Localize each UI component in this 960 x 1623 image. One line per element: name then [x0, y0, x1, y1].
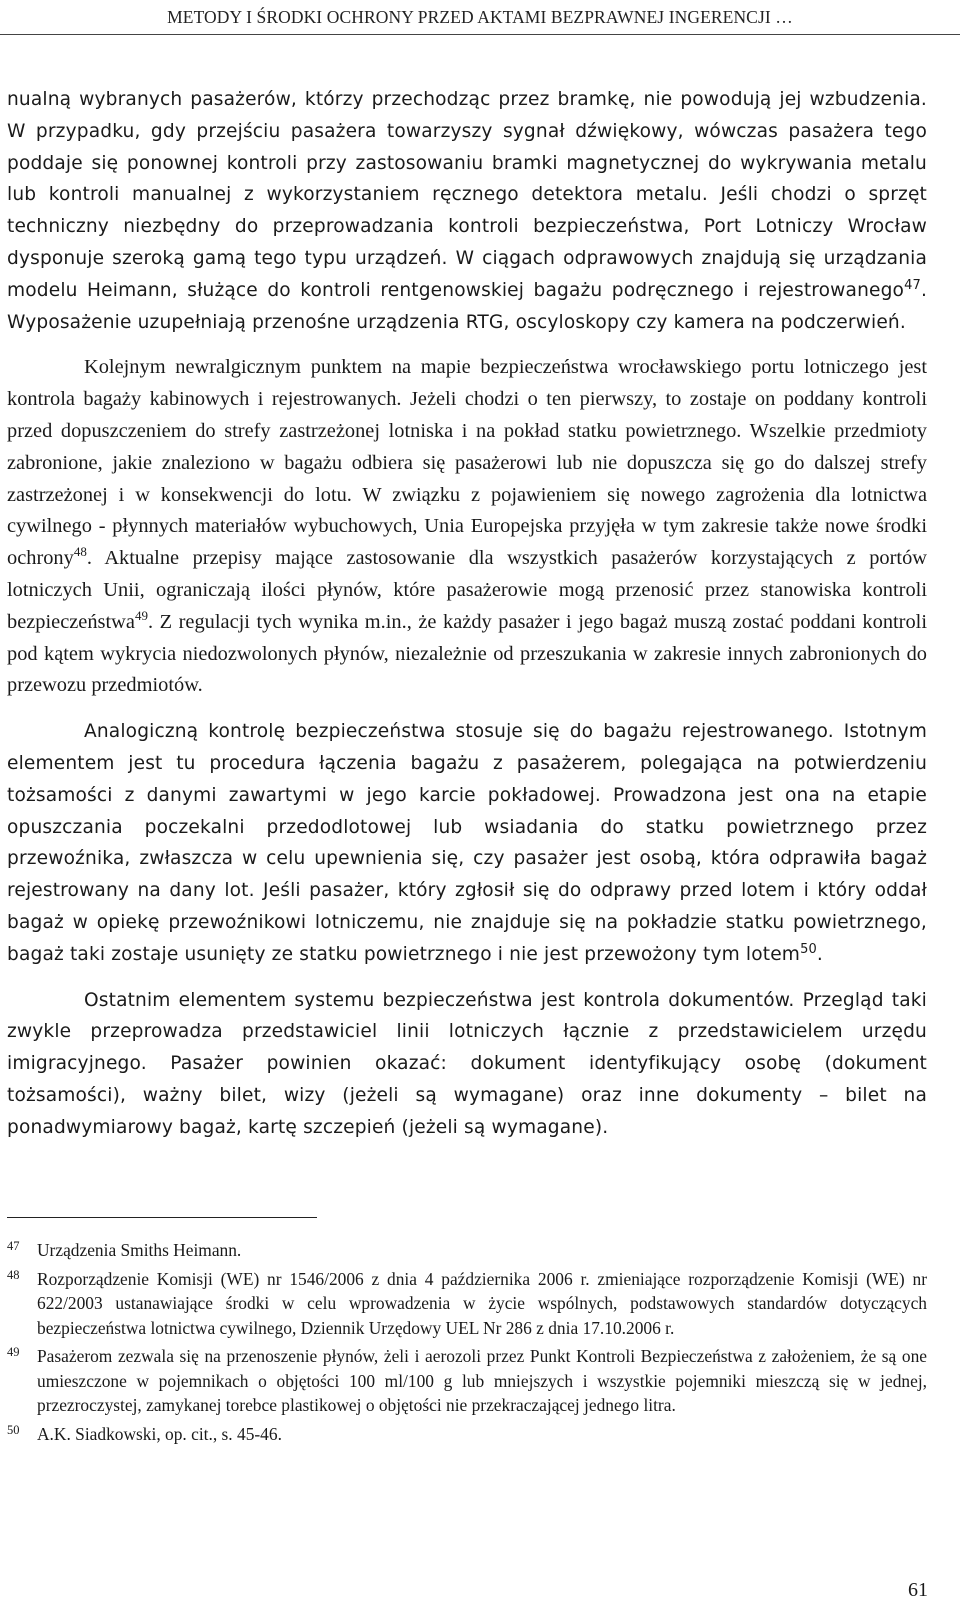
- footnote-ref-47[interactable]: 47: [904, 277, 921, 293]
- footnote-ref-50[interactable]: 50: [800, 941, 817, 957]
- footnote-text: Pasażerom zezwala się na przenoszenie płynów, żeli i aerozoli przez Punkt Kontroli Bezpieczeństwa z założeniem, że są one umieszczone w pojemnikach o objętości 100 ml/100 g lub mniejszych i wszystkie pojemniki mieszczą się w jednej, przezroczystej, zamykanej torebce plastikowej o objętości nie przekraczającej jednego litra.: [37, 1346, 927, 1415]
- footnote-separator: [7, 1217, 317, 1218]
- footnote-text: Urządzenia Smiths Heimann.: [37, 1240, 242, 1260]
- footnote-ref-48[interactable]: 48: [73, 544, 87, 560]
- footnote-48: [7, 1267, 927, 1341]
- paragraph-1-text-b: . Wyposażenie uzupełniają przenośne urządzenia RTG, oscyloskopy czy kamera na podczerwień.: [7, 279, 927, 333]
- footnote-number: 48: [7, 1267, 20, 1282]
- footnote-50: [7, 1422, 927, 1447]
- footnote-47: [7, 1238, 927, 1263]
- footnote-number: 50: [7, 1422, 20, 1437]
- paragraph-2-text-c: . Z regulacji tych wynika m.in., że każdy pasażer i jego bagaż muszą zostać poddani kontroli pod kątem wykrycia niedozwolonych płynów, niezależnie od przeszukania w zakresie innych zabronionych do przewozu przedmiotów.: [7, 610, 927, 697]
- paragraph-1-text-a: nualną wybranych pasażerów, którzy przechodząc przez bramkę, nie powodują jej wzbudzenia. W przypadku, gdy przejściu pasażera towarzyszy sygnał dźwiękowy, wówczas pasażera tego poddaje się ponownej kontroli przy zastosowaniu bramki magnetycznej do wykrywania metalu lub kontroli manualnej z wykorzystaniem ręcznego detektora metalu. Jeśli chodzi o sprzęt techniczny niezbędny do przeprowadzania kontroli bezpieczeństwa, Port Lotniczy Wrocław dysponuje szeroką gamą tego typu urządzeń. W ciągach odprawowych znajdują się urządzania modelu Heimann, służące do kontroli rentgenowskiej bagażu podręcznego i rejestrowanego: [7, 89, 927, 301]
- paragraph-4-text: Ostatnim elementem systemu bezpieczeństwa jest kontrola dokumentów. Przegląd taki zwykle przeprowadza przedstawiciel linii lotniczych łącznie z przedstawicielem urzędu imigracyjnego. Pasażer powinien okazać: dokument identyfikujący osobę (dokument tożsamości), ważny bilet, wizy (jeżeli są wymagane) oraz inne dokumenty – bilet na ponadwymiarowy bagaż, kartę szczepień (jeżeli są wymagane).: [7, 989, 927, 1138]
- footnotes: [7, 1238, 927, 1450]
- paragraph-3: [7, 716, 927, 970]
- page-number: 61: [908, 1579, 928, 1601]
- paragraph-2-text-b: . Aktualne przepisy mające zastosowanie dla wszystkich pasażerów korzystających z portów lotniczych Unii, ograniczają ilości płynów, które pasażerowie mogą przenosić przez stanowiska kontroli bezpieczeństwa: [7, 547, 927, 633]
- paragraph-3-text-a: Analogiczną kontrolę bezpieczeństwa stosuje się do bagażu rejestrowanego. Istotnym elementem jest tu procedura łączenia bagażu z pasażerem, polegająca na potwierdzeniu tożsamości z danymi zawartymi w jego karcie pokładowej. Prowadzona jest ona na etapie opuszczania poczekalni przedodlotowej lub wsiadania do statku powietrznego przez przewoźnika, zwłaszcza w celu upewnienia się, czy pasażer jest osobą, która odprawiła bagaż rejestrowany na dany lot. Jeśli pasażer, który zgłosił się do odprawy przed lotem i który oddał bagaż w opiekę przewoźnikowi lotniczemu, nie znajduje się na pokładzie statku powietrznego, bagaż taki zostaje usunięty ze statku powietrznego i nie jest przewożony tym lotem: [7, 721, 927, 965]
- paragraph-2-text-a: Kolejnym newralgicznym punktem na mapie bezpieczeństwa wrocławskiego portu lotniczego jest kontrola bagaży kabinowych i rejestrowanych. Jeżeli chodzi o ten pierwszy, to zostaje on poddany kontroli przed dopuszczeniem do strefy zastrzeżonej lotniska i na pokład statku powietrznego. Wszelkie przedmioty zabronione, jakie znaleziono w bagażu odbiera się pasażerowi lub nie dopuszcza się go do dalszej strefy zastrzeżonej i w konsekwencji do lotu. W związku z pojawieniem się nowego zagrożenia dla lotnictwa cywilnego - płynnych materiałów wybuchowych, Unia Europejska przyjęła w tym zakresie także nowe środki ochrony: [7, 356, 927, 570]
- running-header: METODY I ŚRODKI OCHRONY PRZED AKTAMI BEZPRAWNEJ INGERENCJI …: [0, 0, 960, 35]
- footnote-number: 49: [7, 1345, 20, 1359]
- footnote-text: A.K. Siadkowski, op. cit., s. 45-46.: [37, 1423, 282, 1444]
- paragraph-1: [7, 84, 927, 338]
- footnote-49: [7, 1344, 927, 1418]
- footnote-ref-49[interactable]: 49: [134, 607, 148, 623]
- body-text: [7, 84, 927, 1144]
- paragraph-2: [7, 352, 927, 702]
- paragraph-4: [7, 985, 927, 1144]
- footnote-number: 47: [7, 1239, 20, 1253]
- footnote-text: Rozporządzenie Komisji (WE) nr 1546/2006 z dnia 4 października 2006 r. zmieniające rozporządzenie Komisji (WE) nr 622/2003 ustanawiające środki w celu wprowadzenia w życie wspólnych, podstawowych standardów dotyczących bezpieczeństwa lotnictwa cywilnego, Dziennik Urzędowy UEL Nr 286 z dnia 17.10.2006 r.: [37, 1268, 927, 1338]
- paragraph-3-text-b: .: [816, 943, 823, 965]
